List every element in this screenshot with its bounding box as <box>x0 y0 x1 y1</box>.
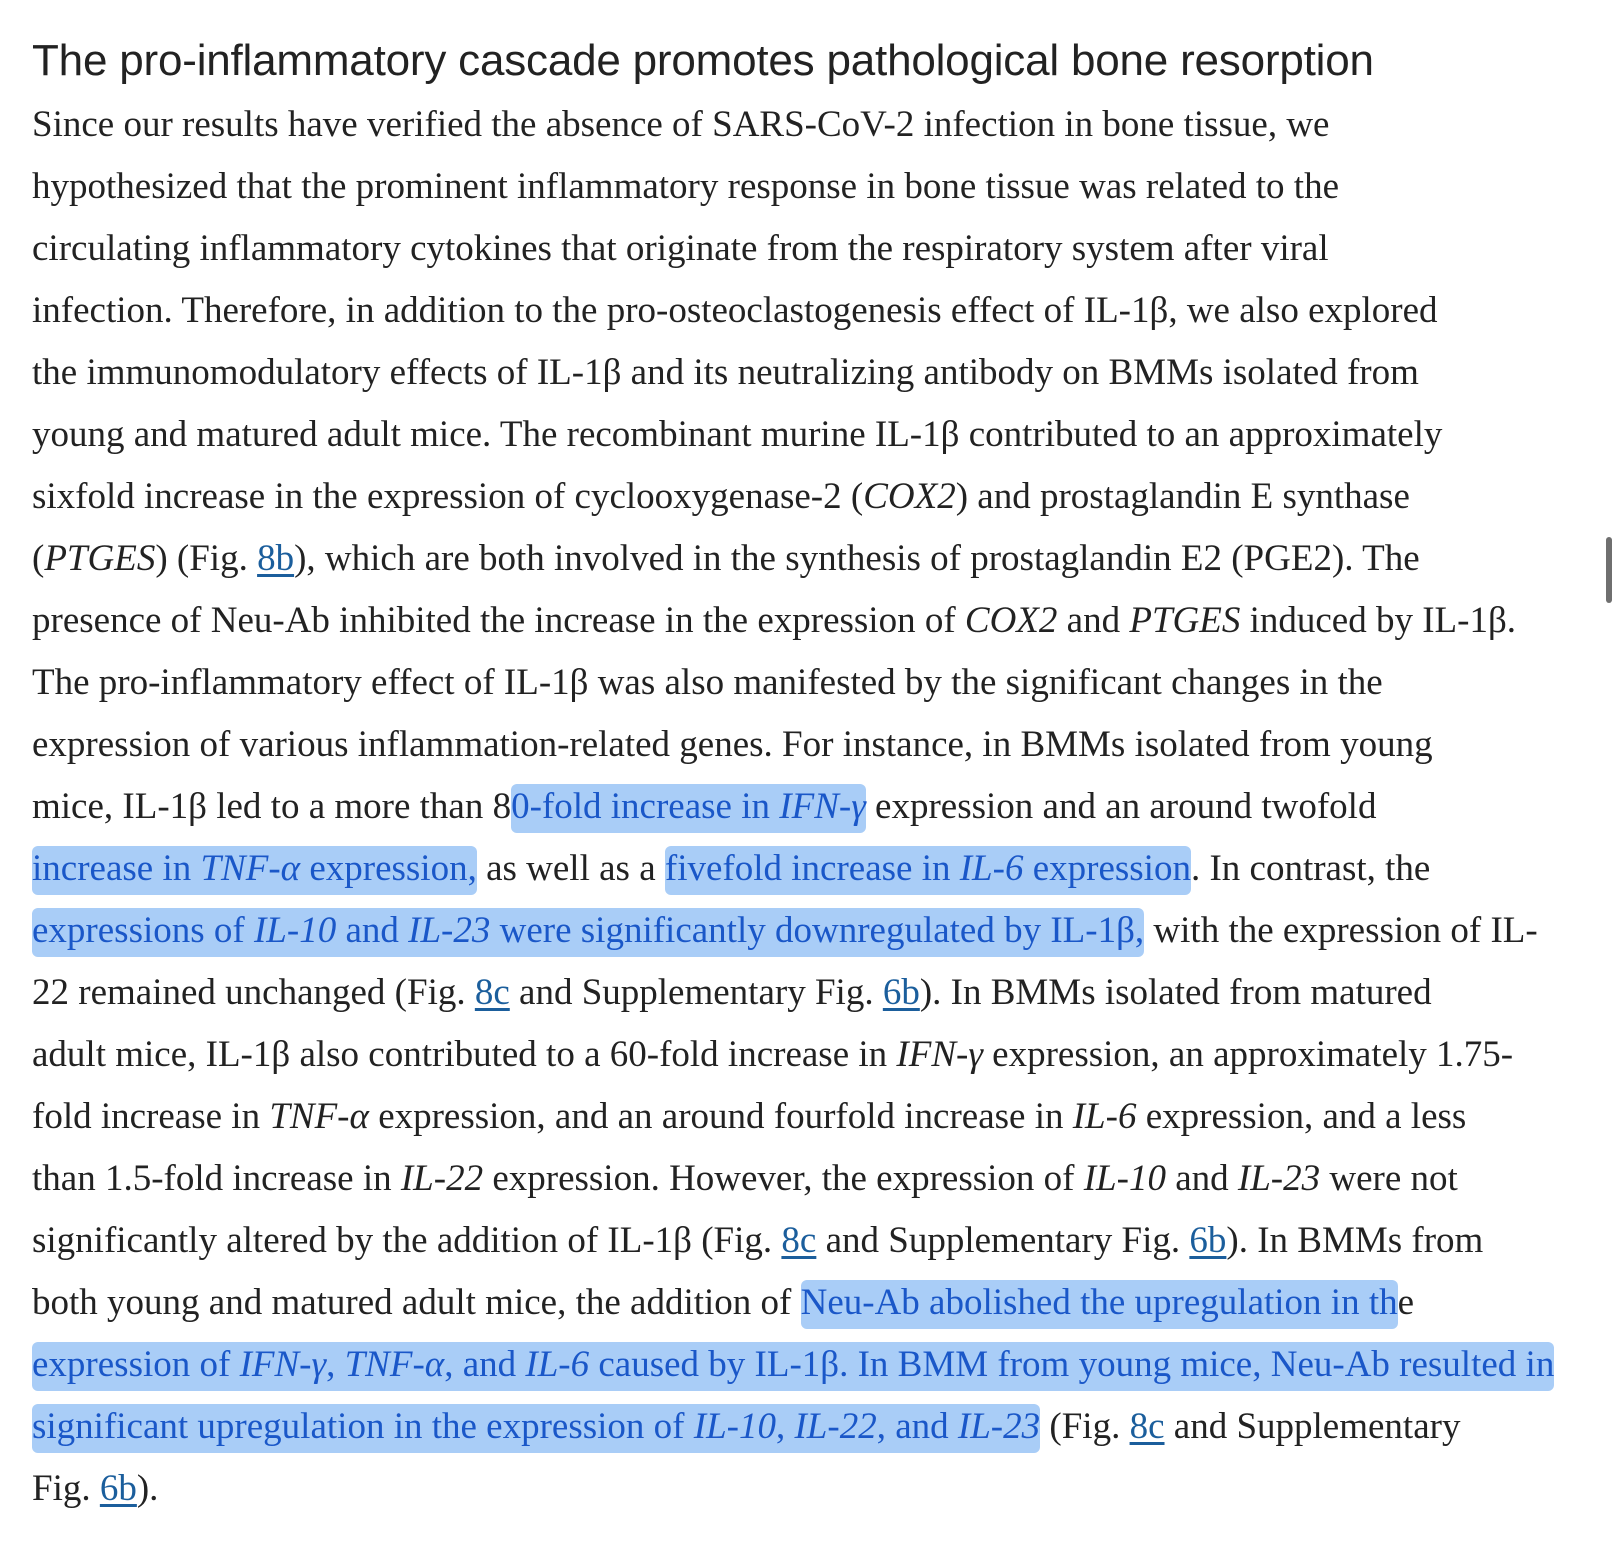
article-section <box>32 28 1582 1520</box>
text-run: and <box>336 910 409 951</box>
gene-name: IL-23 <box>1237 1158 1321 1199</box>
text-run: e <box>1397 1282 1415 1323</box>
paragraph-line <box>32 1024 1582 1086</box>
paragraph-line <box>32 1210 1582 1272</box>
text-run: mice, IL-1β led to a more than 8 <box>32 786 512 827</box>
text-run: significant upregulation in the expression of <box>32 1406 694 1447</box>
paragraph-line <box>32 466 1582 528</box>
gene-name: IL-6 <box>1072 1096 1137 1137</box>
text-run: ). In BMMs isolated from matured <box>919 972 1432 1013</box>
text-run: Neu-Ab abolished the upregulation in th <box>800 1282 1398 1323</box>
text-run: . In contrast, the <box>1190 848 1431 889</box>
gene-name: COX2 <box>863 476 956 517</box>
text-run: expression, an approximately 1.75- <box>982 1034 1514 1075</box>
paragraph-line <box>32 404 1582 466</box>
gene-name: IFN-γ <box>779 786 866 827</box>
selection-highlight[interactable] <box>32 908 1144 957</box>
text-run: , <box>326 1344 345 1385</box>
text-run: ) (Fig. <box>155 538 258 579</box>
text-run: fold increase in <box>32 1096 270 1137</box>
text-run: ). <box>136 1468 159 1509</box>
text-run: The pro-inflammatory effect of IL-1β was also manifested by the significant changes in the <box>32 662 1383 703</box>
gene-name: IL-22 <box>794 1406 877 1447</box>
text-run: the immunomodulatory effects of IL-1β and its neutralizing antibody on BMMs isolated from <box>32 352 1419 393</box>
gene-name: IL-6 <box>959 848 1024 889</box>
text-run: , <box>775 1406 795 1447</box>
gene-name: IFN-γ <box>239 1344 327 1385</box>
text-run: Fig. <box>32 1468 100 1509</box>
paragraph-line <box>32 1334 1582 1396</box>
gene-name: IL-23 <box>957 1406 1041 1447</box>
text-run: circulating inflammatory cytokines that originate from the respiratory system after viral <box>32 228 1329 269</box>
text-run: induced by IL-1β. <box>1240 600 1517 641</box>
paragraph-line <box>32 900 1582 962</box>
figure-link-8c[interactable]: 8c <box>1129 1406 1165 1447</box>
text-run: ) and prostaglandin E synthase <box>955 476 1410 517</box>
gene-name: COX2 <box>964 600 1058 641</box>
gene-name: IL-10 <box>253 910 337 951</box>
paragraph-line <box>32 156 1582 218</box>
text-run: expressions of <box>32 910 254 951</box>
text-run: increase in <box>32 848 201 889</box>
text-run: ( <box>32 538 45 579</box>
gene-name: TNF-α <box>269 1096 369 1137</box>
text-run: significantly altered by the addition of IL-1β (Fig. <box>32 1220 782 1261</box>
text-run: expression <box>1023 848 1191 889</box>
figure-link-8c[interactable]: 8c <box>781 1220 817 1261</box>
selection-highlight[interactable] <box>665 846 1191 895</box>
section-heading: The pro-inflammatory cascade promotes pathological bone resorption <box>32 36 1374 85</box>
text-run: expression, and a less <box>1136 1096 1467 1137</box>
text-run: infection. Therefore, in addition to the pro-osteoclastogenesis effect of IL-1β, we also explored <box>32 290 1438 331</box>
text-run: sixfold increase in the expression of cyclooxygenase-2 ( <box>32 476 864 517</box>
text-run: both young and matured adult mice, the addition of <box>32 1282 801 1323</box>
selection-highlight[interactable] <box>32 1404 1040 1453</box>
text-run: with the expression of IL- <box>1144 910 1538 951</box>
paragraph-line <box>32 1086 1582 1148</box>
selection-highlight[interactable] <box>801 1280 1398 1329</box>
text-run: and Supplementary Fig. <box>509 972 883 1013</box>
text-run: , and <box>876 1406 958 1447</box>
text-run: ). In BMMs from <box>1226 1220 1484 1261</box>
text-run: expression, <box>300 848 477 889</box>
text-run: fivefold increase in <box>664 848 960 889</box>
supplementary-figure-link-6b[interactable]: 6b <box>1189 1220 1227 1261</box>
gene-name: IL-22 <box>400 1158 484 1199</box>
text-run: , and <box>444 1344 526 1385</box>
paragraph-line <box>32 1458 1582 1520</box>
gene-name: IL-10 <box>693 1406 776 1447</box>
paragraph-line <box>32 1272 1582 1334</box>
paragraph-line <box>32 1396 1582 1458</box>
paragraph-line <box>32 652 1582 714</box>
text-run: than 1.5-fold increase in <box>32 1158 401 1199</box>
text-run: adult mice, IL-1β also contributed to a 60-fold increase in <box>32 1034 897 1075</box>
text-run: hypothesized that the prominent inflammatory response in bone tissue was related to the <box>32 166 1339 207</box>
text-run: 0-fold increase in <box>511 786 780 827</box>
paragraph-line <box>32 528 1582 590</box>
gene-name: TNF-α <box>344 1344 445 1385</box>
scrollbar-thumb[interactable] <box>1606 537 1612 603</box>
text-run: Since our results have verified the absence of SARS-CoV-2 infection in bone tissue, we <box>32 104 1330 145</box>
paragraph-line <box>32 280 1582 342</box>
text-run: and <box>1165 1158 1238 1199</box>
text-run: and Supplementary <box>1164 1406 1461 1447</box>
text-run: and <box>1057 600 1130 641</box>
text-run: caused by IL-1β. In BMM from young mice, Neu-Ab resulted in <box>589 1344 1555 1385</box>
selection-highlight[interactable] <box>511 784 866 833</box>
text-run: presence of Neu-Ab inhibited the increase in the expression of <box>32 600 965 641</box>
gene-name: IL-23 <box>408 910 491 951</box>
paragraph-line <box>32 838 1582 900</box>
text-run: expression of <box>32 1344 240 1385</box>
supplementary-figure-link-6b[interactable]: 6b <box>99 1468 137 1509</box>
selection-highlight[interactable] <box>32 846 477 895</box>
paragraph-line <box>32 776 1582 838</box>
text-run: expression. However, the expression of <box>483 1158 1084 1199</box>
supplementary-figure-link-6b[interactable]: 6b <box>882 972 920 1013</box>
gene-name: PTGES <box>1129 600 1241 641</box>
text-run: were significantly downregulated by IL-1β, <box>490 910 1145 951</box>
figure-link-8c[interactable]: 8c <box>474 972 510 1013</box>
text-run: (Fig. <box>1040 1406 1130 1447</box>
gene-name: IL-10 <box>1083 1158 1166 1199</box>
text-run: ), which are both involved in the synthesis of prostaglandin E2 (PGE2). The <box>294 538 1420 579</box>
text-run: 22 remained unchanged (Fig. <box>32 972 475 1013</box>
paragraph-line <box>32 218 1582 280</box>
text-run: expression and an around twofold <box>865 786 1377 827</box>
text-run: as well as a <box>476 848 665 889</box>
gene-name: IFN-γ <box>896 1034 983 1075</box>
paragraph-line <box>32 590 1582 652</box>
results-paragraph <box>32 94 1582 1520</box>
text-run: expression, and an around fourfold increase in <box>368 1096 1073 1137</box>
text-run: expression of various inflammation-related genes. For instance, in BMMs isolated from young <box>32 724 1433 765</box>
gene-name: PTGES <box>44 538 156 579</box>
paragraph-line <box>32 962 1582 1024</box>
paragraph-line <box>32 94 1582 156</box>
gene-name: IL-6 <box>525 1344 590 1385</box>
paragraph-line <box>32 1148 1582 1210</box>
paragraph-line <box>32 714 1582 776</box>
figure-link-8b[interactable]: 8b <box>257 538 295 579</box>
text-run: were not <box>1320 1158 1458 1199</box>
selection-highlight[interactable] <box>32 1342 1554 1391</box>
text-run: young and matured adult mice. The recombinant murine IL-1β contributed to an approximately <box>32 414 1443 455</box>
gene-name: TNF-α <box>200 848 301 889</box>
text-run: and Supplementary Fig. <box>816 1220 1190 1261</box>
paragraph-line <box>32 342 1582 404</box>
